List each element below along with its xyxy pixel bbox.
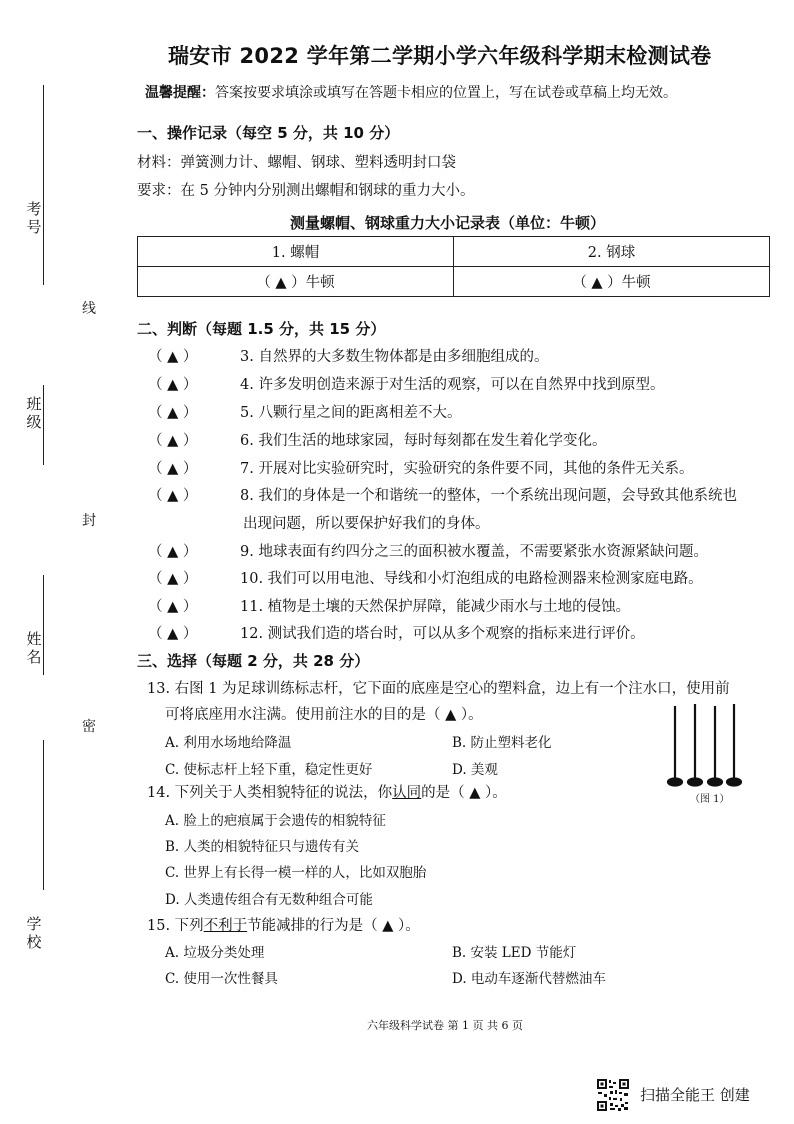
- q14-option-a: A. 脸上的疤痕属于会遗传的相貌特征: [165, 813, 386, 829]
- margin-label-xuexiao: 学校: [26, 915, 42, 951]
- judge-item-7: [148, 457, 693, 478]
- q14-underlined: 认同: [392, 785, 422, 801]
- margin-label-banji: 班级: [26, 395, 42, 431]
- judge-item-5: [148, 401, 461, 422]
- qr-code-icon: [596, 1078, 630, 1112]
- q14-option-b: B. 人类的相貌特征只与遗传有关: [165, 839, 360, 855]
- judge-item-3: [148, 345, 548, 366]
- record-table-title: 测量螺帽、钢球重力大小记录表（单位：牛顿）: [290, 214, 606, 232]
- question-15: [147, 914, 420, 935]
- judge-text: 12. 测试我们造的塔台时，可以从多个观察的指标来进行评价。: [240, 626, 645, 642]
- judge-item-4: [148, 373, 664, 394]
- margin-line: [43, 740, 44, 890]
- judge-text: 3. 自然界的大多数生物体都是由多细胞组成的。: [240, 349, 549, 365]
- answer-paren: （ ▲ ）: [148, 377, 198, 393]
- q13-option-d: D. 美观: [452, 762, 498, 778]
- q15-option-a: A. 垃圾分类处理: [165, 945, 265, 961]
- reminder-label: 温馨提醒：: [145, 85, 215, 101]
- q14-option-d: D. 人类遗传组合有无数种组合可能: [165, 892, 373, 908]
- judge-item-12: [148, 622, 645, 643]
- answer-paren: （ ▲ ）: [148, 488, 198, 504]
- judge-text: 6. 我们生活的地球家园，每时每刻都在发生着化学变化。: [240, 433, 607, 449]
- question-14: [147, 781, 507, 802]
- answer-paren: （ ▲ ）: [148, 405, 198, 421]
- answer-paren: （ ▲ ）: [148, 544, 198, 560]
- judge-item-11: [148, 595, 630, 616]
- answer-paren: （ ▲ ）: [148, 461, 198, 477]
- judge-text: 8. 我们的身体是一个和谐统一的整体，一个系统出现问题，会导致其他系统也: [240, 488, 737, 504]
- question-13-line1: 13. 右图 1 为足球训练标志杆，它下面的底座是空心的塑料盒，边上有一个注水口，使用前: [147, 681, 730, 697]
- margin-mark-feng: 封: [82, 513, 96, 529]
- margin-mark-mi: 密: [82, 719, 96, 735]
- q14-text: 14. 下列关于人类相貌特征的说法，你: [147, 785, 393, 801]
- section1-heading: 一、操作记录（每空 5 分，共 10 分）: [137, 124, 400, 142]
- q15-option-c: C. 使用一次性餐具: [165, 971, 278, 987]
- q15-text: 15. 下列: [147, 918, 204, 934]
- answer-paren: （ ▲ ）: [148, 626, 198, 642]
- answer-paren: （ ▲ ）: [148, 433, 198, 449]
- page-footer: 六年级科学试卷 第 1 页 共 6 页: [367, 1019, 523, 1032]
- table-header-cell: 2. 钢球: [454, 237, 770, 267]
- judge-item-8: [148, 484, 737, 505]
- judge-item-9: [148, 540, 708, 561]
- margin-label-xingming: 姓名: [26, 630, 42, 666]
- q14-option-c: C. 世界上有长得一模一样的人，比如双胞胎: [165, 865, 427, 881]
- q14-text-end: 的是（ ▲ ）。: [421, 785, 507, 801]
- judge-item-6: [148, 429, 606, 450]
- judge-text: 4. 许多发明创造来源于对生活的观察，可以在自然界中找到原型。: [240, 377, 665, 393]
- answer-paren: （ ▲ ）: [148, 571, 198, 587]
- figure-1-marker-poles: [660, 700, 750, 790]
- page-title: 瑞安市 2022 学年第二学期小学六年级科学期末检测试卷: [168, 44, 712, 68]
- q15-option-b: B. 安装 LED 节能灯: [452, 945, 577, 961]
- judge-text: 5. 八颗行星之间的距离相差不大。: [240, 405, 462, 421]
- q15-text-end: 节能减排的行为是（ ▲ ）。: [247, 918, 420, 934]
- question-13-line2: 可将底座用水注满。使用前注水的目的是（ ▲ ）。: [165, 707, 483, 723]
- judge-text: 11. 植物是土壤的天然保护屏障，能减少雨水与土地的侵蚀。: [240, 599, 631, 615]
- margin-label-kaohao: 考号: [26, 200, 42, 236]
- judge-item-10: [148, 567, 703, 588]
- q13-option-b: B. 防止塑料老化: [452, 735, 552, 751]
- margin-line: [43, 85, 44, 285]
- record-table: [137, 236, 770, 297]
- answer-paren: （ ▲ ）: [148, 599, 198, 615]
- table-row: [138, 237, 770, 267]
- table-header-cell: 1. 螺帽: [138, 237, 454, 267]
- table-row: [138, 267, 770, 297]
- q15-option-d: D. 电动车逐渐代替燃油车: [452, 971, 606, 987]
- answer-cell-nut: （ ▲ ）牛顿: [138, 267, 454, 297]
- answer-cell-ball: （ ▲ ）牛顿: [454, 267, 770, 297]
- judge-text: 7. 开展对比实验研究时，实验研究的条件要不同，其他的条件无关系。: [240, 461, 694, 477]
- q15-underlined: 不利于: [203, 918, 248, 934]
- margin-mark-xian: 线: [82, 301, 96, 317]
- reminder-text: 答案按要求填涂或填写在答题卡相应的位置上，写在试卷或草稿上均无效。: [215, 85, 677, 101]
- requirement-line: 要求：在 5 分钟内分别测出螺帽和钢球的重力大小。: [137, 183, 475, 199]
- section2-heading: 二、判断（每题 1.5 分，共 15 分）: [137, 320, 386, 338]
- reminder: [145, 82, 677, 102]
- q13-option-a: A. 利用水场地给降温: [165, 735, 292, 751]
- answer-paren: （ ▲ ）: [148, 349, 198, 365]
- scanner-watermark: 扫描全能王 创建: [640, 1086, 750, 1104]
- judge-text: 10. 我们可以用电池、导线和小灯泡组成的电路检测器来检测家庭电路。: [240, 571, 703, 587]
- figure-1-caption: （图 1）: [690, 794, 730, 805]
- section3-heading: 三、选择（每题 2 分，共 28 分）: [137, 652, 370, 670]
- judge-item-8-cont: 出现问题，所以要保护好我们的身体。: [243, 516, 490, 532]
- q13-option-c: C. 使标志杆上轻下重，稳定性更好: [165, 762, 373, 778]
- judge-text: 9. 地球表面有约四分之三的面积被水覆盖，不需要紧张水资源紧缺问题。: [240, 544, 708, 560]
- materials-line: 材料：弹簧测力计、螺帽、钢球、塑料透明封口袋: [137, 155, 456, 171]
